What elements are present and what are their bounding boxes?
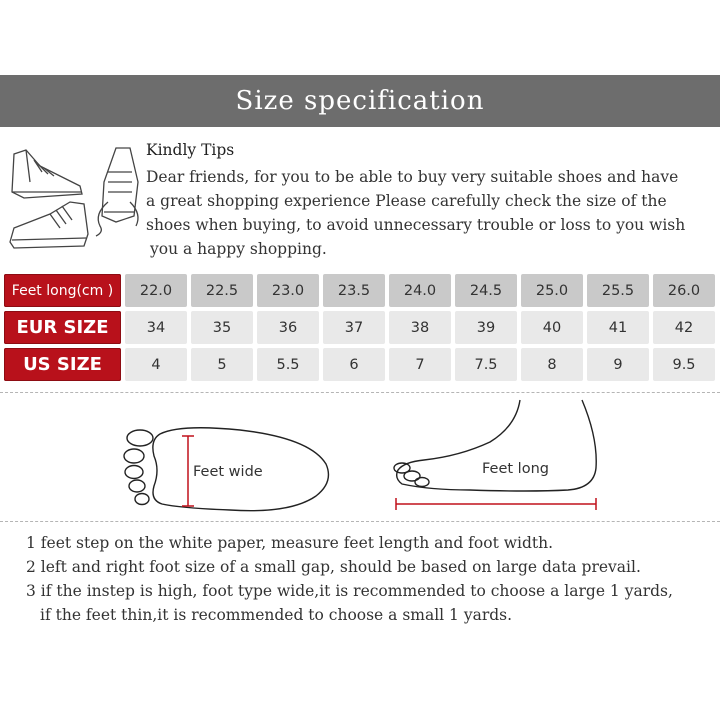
size-cell: 35	[191, 311, 253, 344]
row-label-us-size: US SIZE	[4, 348, 121, 381]
tips-line: a great shopping experience Please carefully check the size of the	[146, 192, 667, 210]
feet-long-label: Feet long	[482, 461, 549, 477]
tips-title: Kindly Tips	[146, 141, 235, 159]
size-cell: 8	[521, 348, 583, 381]
size-cell: 40	[521, 311, 583, 344]
measurement-notes	[26, 531, 716, 627]
size-cell: 36	[257, 311, 319, 344]
size-cell: 24.0	[389, 274, 451, 307]
size-cell: 4	[125, 348, 187, 381]
tips-line: you a happy shopping.	[150, 240, 327, 258]
size-cell: 22.5	[191, 274, 253, 307]
size-cell: 5.5	[257, 348, 319, 381]
size-cell: 7	[389, 348, 451, 381]
size-cell: 6	[323, 348, 385, 381]
tips-text	[146, 165, 712, 261]
row-label-feet-long: Feet long(cm )	[4, 274, 121, 307]
size-cell: 25.5	[587, 274, 649, 307]
note-line: 1 feet step on the white paper, measure feet length and foot width.	[26, 534, 554, 552]
size-cell: 9	[587, 348, 649, 381]
size-cell: 37	[323, 311, 385, 344]
size-cell: 34	[125, 311, 187, 344]
size-cell: 7.5	[455, 348, 517, 381]
row-us-size	[4, 348, 715, 381]
feet-wide-label: Feet wide	[193, 464, 263, 480]
page-title: Size specification	[235, 86, 485, 116]
divider	[0, 521, 720, 522]
size-cell: 38	[389, 311, 451, 344]
size-cell: 23.5	[323, 274, 385, 307]
size-cell: 5	[191, 348, 253, 381]
header-banner	[0, 75, 720, 127]
size-cell: 22.0	[125, 274, 187, 307]
size-cell: 25.0	[521, 274, 583, 307]
size-cell: 24.5	[455, 274, 517, 307]
size-cell: 42	[653, 311, 715, 344]
sneakers-icon	[4, 142, 144, 262]
size-table	[4, 274, 715, 385]
row-feet-long	[4, 274, 715, 307]
row-eur-size	[4, 311, 715, 344]
tips-line: Dear friends, for you to be able to buy very suitable shoes and have	[146, 168, 679, 186]
divider	[0, 392, 720, 393]
note-line: 2 left and right foot size of a small gap, should be based on large data prevail.	[26, 558, 641, 576]
row-label-eur-size: EUR SIZE	[4, 311, 121, 344]
foot-side-icon	[390, 398, 610, 516]
size-cell: 39	[455, 311, 517, 344]
note-line: 3 if the instep is high, foot type wide,it is recommended to choose a large 1 yards,	[26, 582, 673, 600]
note-line: if the feet thin,it is recommended to choose a small 1 yards.	[40, 606, 513, 624]
size-cell: 26.0	[653, 274, 715, 307]
size-cell: 9.5	[653, 348, 715, 381]
size-cell: 23.0	[257, 274, 319, 307]
tips-line: shoes when buying, to avoid unnecessary trouble or loss to you wish	[146, 216, 686, 234]
size-cell: 41	[587, 311, 649, 344]
